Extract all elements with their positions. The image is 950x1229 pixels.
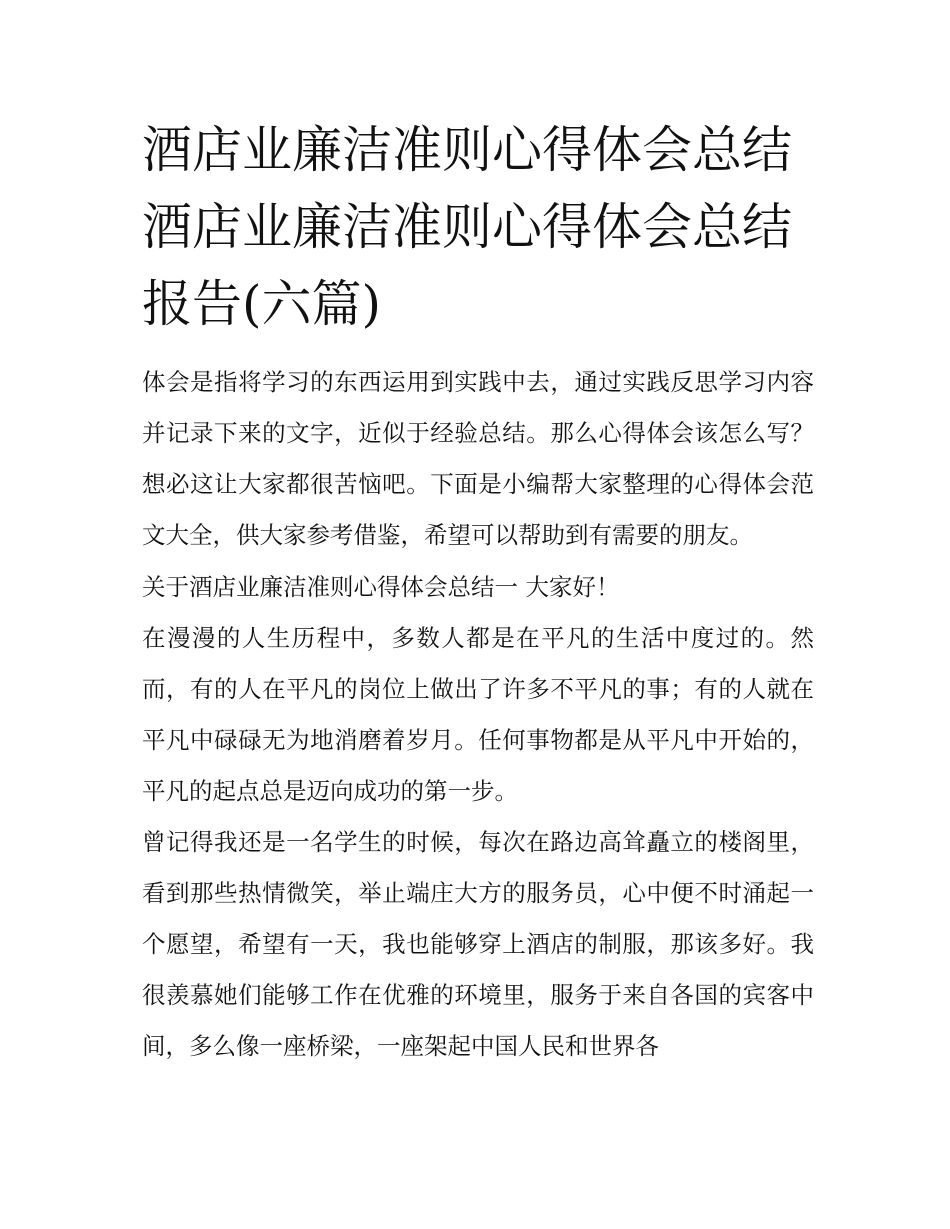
- title-line: 酒店业廉洁准则心得体会总结: [142, 198, 792, 256]
- title-line: 酒店业廉洁准则心得体会总结: [142, 121, 792, 179]
- title-line: 报告(六篇): [142, 275, 382, 333]
- intro-paragraph: 体会是指将学习的东西运用到实践中去，通过实践反思学习内容并记录下来的文字，近似于经验总结。那么心得体会该怎么写？想必这让大家都很苦恼吧。下面是小编帮大家整理的心得体会范文大全，供大家参考借鉴，希望可以帮助到有需要的朋友。: [142, 368, 814, 549]
- body-paragraph: 曾记得我还是一名学生的时候，每次在路边高耸矗立的楼阁里，看到那些热情微笑，举止端庄大方的服务员，心中便不时涌起一个愿望，希望有一天，我也能够穿上酒店的制服，那该多好。我很羡慕她们能够工作在优雅的环境里，服务于来自各国的宾客中间，多么像一座桥梁，一座架起中国人民和世界各: [142, 828, 814, 1060]
- document-title: [142, 112, 814, 343]
- section-heading-paragraph: 关于酒店业廉洁准则心得体会总结一 大家好！: [142, 573, 620, 601]
- body-paragraph: 在漫漫的人生历程中，多数人都是在平凡的生活中度过的。然而，有的人在平凡的岗位上做出了许多不平凡的事；有的人就在平凡中碌碌无为地消磨着岁月。任何事物都是从平凡中开始的，平凡的起点总是迈向成功的第一步。: [142, 624, 814, 805]
- document-page: [142, 112, 814, 1072]
